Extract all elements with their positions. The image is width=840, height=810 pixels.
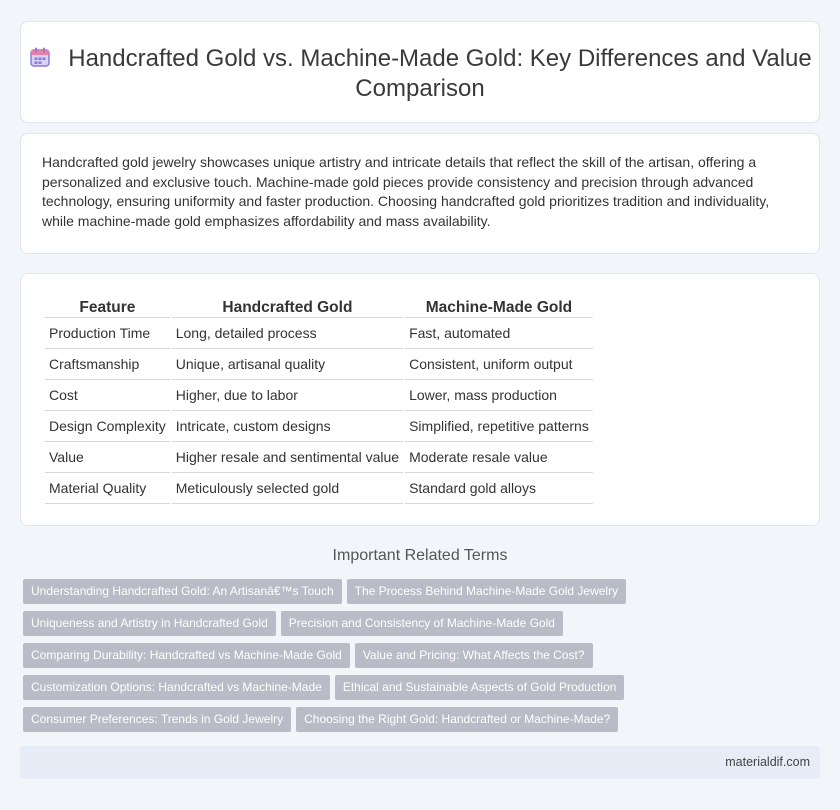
title-card — [20, 21, 820, 123]
table-row — [45, 473, 593, 504]
table-cell: Consistent, uniform output — [405, 349, 593, 380]
table-cell: Standard gold alloys — [405, 473, 593, 504]
page-title: Handcrafted Gold vs. Machine-Made Gold: Key Differences and Value Comparison — [68, 45, 812, 102]
table-row — [45, 349, 593, 380]
table-cell: Design Complexity — [45, 411, 170, 442]
tag-row — [23, 675, 823, 707]
related-term-link[interactable]: Choosing the Right Gold: Handcrafted or Machine-Made? — [296, 707, 618, 732]
tag-row — [23, 643, 823, 675]
comparison-table — [43, 296, 595, 504]
table-cell: Craftsmanship — [45, 349, 170, 380]
table-cell: Long, detailed process — [172, 318, 403, 349]
table-cell: Fast, automated — [405, 318, 593, 349]
related-term-link[interactable]: Comparing Durability: Handcrafted vs Machine-Made Gold — [23, 643, 350, 668]
calendar-icon — [28, 45, 52, 69]
table-cell: Moderate resale value — [405, 442, 593, 473]
table-cell: Production Time — [45, 318, 170, 349]
footer-site-link[interactable]: materialdif.com — [725, 755, 810, 769]
table-cell: Simplified, repetitive patterns — [405, 411, 593, 442]
related-term-link[interactable]: The Process Behind Machine-Made Gold Jewelry — [347, 579, 626, 604]
column-header-feature: Feature — [45, 296, 170, 318]
tag-row — [23, 579, 823, 611]
related-term-link[interactable]: Ethical and Sustainable Aspects of Gold Production — [335, 675, 625, 700]
table-cell: Cost — [45, 380, 170, 411]
related-term-link[interactable]: Customization Options: Handcrafted vs Machine-Made — [23, 675, 330, 700]
related-term-link[interactable]: Value and Pricing: What Affects the Cost? — [355, 643, 593, 668]
tag-row — [23, 611, 823, 643]
tag-row — [23, 707, 823, 739]
table-row — [45, 318, 593, 349]
table-cell: Higher, due to labor — [172, 380, 403, 411]
column-header-machine-made: Machine-Made Gold — [405, 296, 593, 318]
table-cell: Material Quality — [45, 473, 170, 504]
table-row — [45, 411, 593, 442]
table-row — [45, 380, 593, 411]
table-row — [45, 442, 593, 473]
intro-card — [20, 133, 820, 254]
comparison-card — [20, 273, 820, 526]
table-cell: Meticulously selected gold — [172, 473, 403, 504]
footer-bar — [20, 746, 820, 779]
related-term-link[interactable]: Uniqueness and Artistry in Handcrafted Gold — [23, 611, 276, 636]
table-cell: Lower, mass production — [405, 380, 593, 411]
related-term-link[interactable]: Precision and Consistency of Machine-Made Gold — [281, 611, 563, 636]
intro-paragraph: Handcrafted gold jewelry showcases unique artistry and intricate details that reflect the skill of the artisan, offering a personalized and exclusive touch. Machine-made gold pieces provide consistency and precision through advanced technology, ensuring uniformity and faster production. Choosing handcrafted gold prioritizes tradition and individuality, while machine-made gold emphasizes affordability and mass availability. — [42, 154, 770, 229]
page-title-wrap — [21, 44, 819, 104]
related-term-link[interactable]: Understanding Handcrafted Gold: An Artisanâ€™s Touch — [23, 579, 342, 604]
related-term-link[interactable]: Consumer Preferences: Trends in Gold Jewelry — [23, 707, 291, 732]
table-header-row — [45, 296, 593, 318]
related-terms-heading: Important Related Terms — [332, 547, 508, 564]
table-cell: Higher resale and sentimental value — [172, 442, 403, 473]
table-cell: Unique, artisanal quality — [172, 349, 403, 380]
related-terms-list — [23, 579, 823, 739]
table-cell: Value — [45, 442, 170, 473]
table-cell: Intricate, custom designs — [172, 411, 403, 442]
column-header-handcrafted: Handcrafted Gold — [172, 296, 403, 318]
